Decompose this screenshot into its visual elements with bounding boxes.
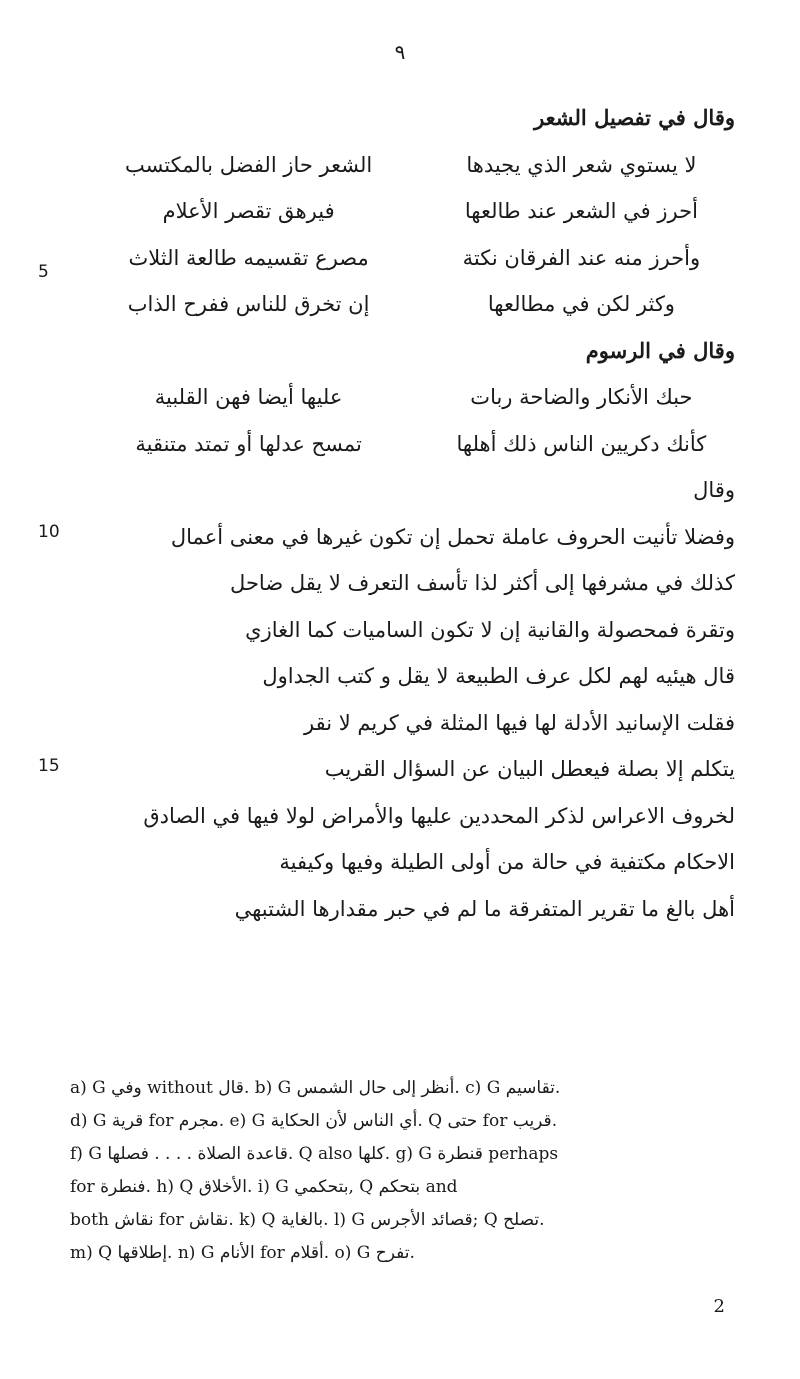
verse-line [95, 374, 735, 421]
verse-hemistich: مصرع تقسيمه طالعة الثلاث [128, 245, 369, 270]
prose-line: كذلك في مشرفها إلى أكثر لذا تأسف التعرف لا يقل ضاحل [230, 571, 735, 595]
verse-hemistich: عليها أيضا فهن القلبية [154, 385, 343, 409]
verse-line [95, 235, 735, 282]
verse-hemistich: لا يستوي شعر الذي يجيدها [466, 152, 697, 177]
footnote-line: d) G قرية for مجرم. e) G أي الناس لأن الحكاية. Q حتى for قريب. [70, 1111, 558, 1131]
footnote-line: m) Q إطلاقها. n) G الأنام for أقلام. o) G تفرح. [70, 1243, 415, 1263]
footnote-line: f) G قاعدة الصلاة . . . . فصلها. Q also كلها. g) G قنطرة perhaps [70, 1144, 559, 1164]
verse-hemistich: وأحرز منه عند الفرقان نكتة [462, 245, 701, 270]
section-heading: وقال في تفصيل الشعر [534, 105, 735, 130]
verse-hemistich: الشعر حاز الفضل بالمكتسب [124, 152, 373, 177]
prose-line: أهل بالغ ما تقرير المتفرقة ما لم في حبر مقدارها الشتبهي [234, 896, 735, 921]
verse-hemistich: إن تخرق للناس ففرح الذاب [127, 292, 370, 316]
line-number: 15 [38, 756, 60, 776]
verse-hemistich: حبك الأنكار والضاحة ربات [470, 385, 693, 409]
verse-line [95, 188, 735, 235]
footnotes [70, 1072, 740, 1270]
label-line: وقال [693, 478, 735, 502]
line-number: 5 [38, 262, 49, 282]
section-subheading: وقال في الرسوم [585, 337, 735, 363]
line-number: 10 [38, 522, 60, 542]
signature-mark: 2 [713, 1296, 725, 1317]
verse-line [95, 142, 735, 189]
prose-line: وتقرة فمحصولة والقانية إن لا تكون الساميات كما الغازي [245, 617, 735, 642]
main-text [95, 95, 735, 932]
verse-hemistich: وكثر لكن في مطالعها [487, 292, 675, 316]
prose-line: وفضلا تأنيت الحروف عاملة تحمل إن تكون غيرها في معنى أعمال [170, 524, 735, 549]
verse-hemistich: تمسح عدلها أو تمتد متنقية [135, 431, 362, 456]
prose-line: قال هيئيه لهم لكل عرف الطبيعة لا يقل و كتب الجداول [262, 664, 735, 688]
verse-line [95, 281, 735, 328]
footnote-line: for فنطرة. h) Q الأخلاق. i) G بتحكمي, Q بتحكم and [70, 1177, 458, 1197]
prose-line: يتكلم إلا بصلة فيعطل البيان عن السؤال القريب [324, 757, 735, 781]
verse-hemistich: كأنك دكريين الناس ذلك أهلها [456, 431, 707, 456]
footnote-line: both نقاش for نقاش. k) Q بالغاية. l) G قصائد الأجرس; Q تصلح. [70, 1210, 545, 1230]
prose-line: الاحكام مكتفية في حالة من أولى الطيلة وفيها وكيفية [279, 850, 735, 874]
verse-hemistich: أحرز في الشعر عند طالعها [464, 199, 698, 223]
verse-hemistich: فيرهق تقصر الأعلام [162, 199, 335, 223]
prose-line: فقلت الإسانيد الأدلة لها فيها المثلة في كريم لا نقر [304, 710, 735, 735]
verse-line [95, 421, 735, 468]
prose-line: لخروف الاعراس لذكر المحددين عليها والأمراض لولا فيها في الصادق [143, 803, 735, 828]
page-number: ٩ [394, 40, 406, 64]
footnote-line: a) G وفي without قال. b) G أنظر إلى حال الشمس. c) G تقاسيم. [70, 1078, 561, 1098]
